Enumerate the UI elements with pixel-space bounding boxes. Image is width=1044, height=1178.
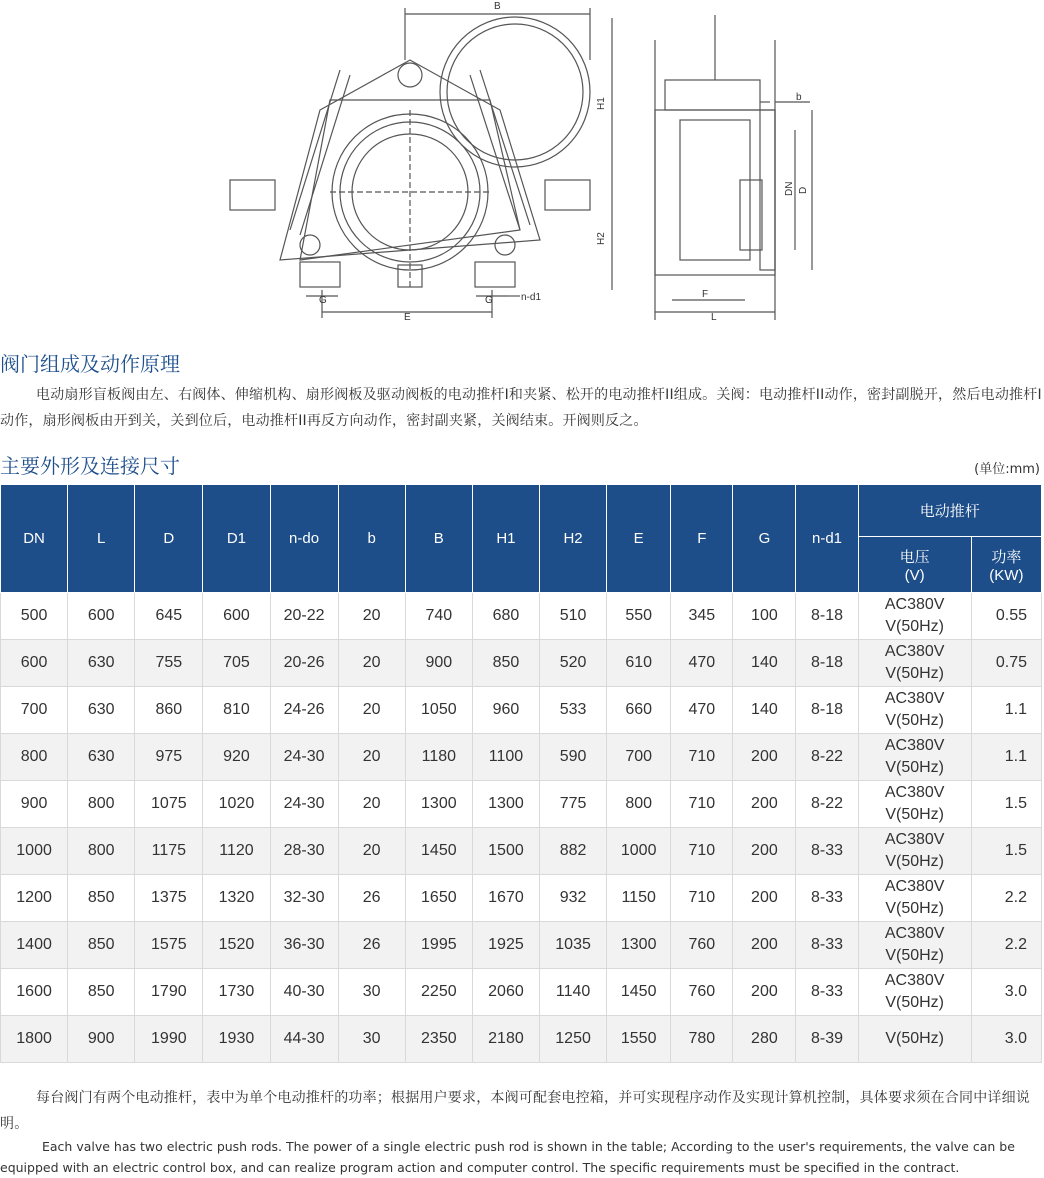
voltage-cell <box>858 922 971 969</box>
table-cell: 8-33 <box>796 922 858 969</box>
table-row <box>1 969 1042 1016</box>
voltage-cell <box>858 875 971 922</box>
voltage-cell <box>858 969 971 1016</box>
voltage-line-1: AC380V <box>884 596 945 613</box>
header-DN: DN <box>1 485 68 593</box>
note-chinese: 每台阀门有两个电动推杆，表中为单个电动推杆的功率；根据用户要求，本阀可配套电控箱，并可实现程序动作及实现计算机控制，具体要求须在合同中详细说明。 <box>0 1090 1030 1132</box>
table-row <box>1 781 1042 828</box>
table-row <box>1 593 1042 640</box>
table-cell: 470 <box>671 687 733 734</box>
table-cell: 1450 <box>405 828 472 875</box>
table-cell: 200 <box>733 734 796 781</box>
table-cell: 740 <box>405 593 472 640</box>
table-cell: 932 <box>540 875 607 922</box>
table-cell: 600 <box>203 593 270 640</box>
table-cell: 1995 <box>405 922 472 969</box>
table-cell: 700 <box>607 734 671 781</box>
table-cell: 882 <box>540 828 607 875</box>
header-voltage-label: 电压 <box>899 548 930 566</box>
table-cell: 1925 <box>472 922 539 969</box>
voltage-line-1: AC380V <box>884 784 945 801</box>
voltage-line-2: V(50Hz) <box>885 759 944 776</box>
voltage-cell <box>858 1016 971 1063</box>
table-cell: 630 <box>68 640 135 687</box>
table-cell: 1375 <box>135 875 203 922</box>
table-cell: 850 <box>472 640 539 687</box>
table-cell: 345 <box>671 593 733 640</box>
table-cell: 1250 <box>540 1016 607 1063</box>
table-cell: 2180 <box>472 1016 539 1063</box>
voltage-line-1: AC380V <box>884 878 945 895</box>
voltage-line-2: V(50Hz) <box>885 806 944 823</box>
power-cell: 2.2 <box>971 922 1041 969</box>
table-cell: 800 <box>68 781 135 828</box>
table-cell: 1790 <box>135 969 203 1016</box>
table-cell: 1550 <box>607 1016 671 1063</box>
header-power-label: 功率 <box>991 548 1022 566</box>
table-cell: 1600 <box>1 969 68 1016</box>
table-cell: 630 <box>68 734 135 781</box>
table-cell: 1180 <box>405 734 472 781</box>
table-cell: 8-18 <box>796 640 858 687</box>
voltage-line-1: AC380V <box>884 972 945 989</box>
table-cell: 700 <box>1 687 68 734</box>
header-E: E <box>607 485 671 593</box>
power-cell: 3.0 <box>971 969 1041 1016</box>
voltage-line-1: AC380V <box>884 643 945 660</box>
header-b: b <box>338 485 405 593</box>
table-cell: 1990 <box>135 1016 203 1063</box>
header-power <box>971 537 1041 593</box>
table-row <box>1 1016 1042 1063</box>
table-cell: 1300 <box>607 922 671 969</box>
table-cell: 920 <box>203 734 270 781</box>
table-cell: 8-33 <box>796 828 858 875</box>
header-n-d1: n-d1 <box>796 485 858 593</box>
table-cell: 760 <box>671 922 733 969</box>
table-cell: 20 <box>338 687 405 734</box>
label-F: F <box>702 289 709 300</box>
table-cell: 470 <box>671 640 733 687</box>
voltage-line-2: V(50Hz) <box>885 947 944 964</box>
voltage-line-2: V(50Hz) <box>885 712 944 729</box>
label-G-left: G <box>319 295 327 306</box>
table-cell: 600 <box>1 640 68 687</box>
table-cell: 200 <box>733 828 796 875</box>
label-D: D <box>798 186 809 194</box>
dimensions-table <box>0 484 1042 1063</box>
table-cell: 28-30 <box>270 828 338 875</box>
voltage-line-1: AC380V <box>884 925 945 942</box>
power-cell: 1.1 <box>971 734 1041 781</box>
table-cell: 20-22 <box>270 593 338 640</box>
table-cell: 24-30 <box>270 781 338 828</box>
table-cell: 710 <box>671 875 733 922</box>
voltage-line-2: V(50Hz) <box>885 1030 944 1047</box>
power-cell: 3.0 <box>971 1016 1041 1063</box>
voltage-cell <box>858 828 971 875</box>
table-cell: 600 <box>68 593 135 640</box>
table-cell: 900 <box>405 640 472 687</box>
header-voltage-unit: (V) <box>904 566 925 584</box>
table-cell: 710 <box>671 828 733 875</box>
table-cell: 2350 <box>405 1016 472 1063</box>
table-row <box>1 922 1042 969</box>
table-row <box>1 687 1042 734</box>
table-cell: 44-30 <box>270 1016 338 1063</box>
voltage-line-2: V(50Hz) <box>885 665 944 682</box>
table-cell: 510 <box>540 593 607 640</box>
header-push-rod: 电动推杆 <box>858 485 1041 537</box>
table-cell: 775 <box>540 781 607 828</box>
voltage-cell <box>858 687 971 734</box>
table-cell: 1930 <box>203 1016 270 1063</box>
label-G-right: G <box>485 295 493 306</box>
table-cell: 26 <box>338 875 405 922</box>
table-cell: 1320 <box>203 875 270 922</box>
table-cell: 20 <box>338 734 405 781</box>
table-cell: 850 <box>68 922 135 969</box>
voltage-line-1: AC380V <box>884 737 945 754</box>
table-cell: 1000 <box>607 828 671 875</box>
table-cell: 8-18 <box>796 687 858 734</box>
table-cell: 810 <box>203 687 270 734</box>
table-cell: 960 <box>472 687 539 734</box>
table-cell: 1175 <box>135 828 203 875</box>
table-cell: 30 <box>338 1016 405 1063</box>
table-cell: 20-26 <box>270 640 338 687</box>
table-cell: 1300 <box>405 781 472 828</box>
table-cell: 280 <box>733 1016 796 1063</box>
table-cell: 645 <box>135 593 203 640</box>
section-title-principle: 阀门组成及动作原理 <box>0 352 180 376</box>
table-cell: 1400 <box>1 922 68 969</box>
table-cell: 900 <box>1 781 68 828</box>
header-G: G <box>733 485 796 593</box>
table-cell: 660 <box>607 687 671 734</box>
voltage-line-1: AC380V <box>884 690 945 707</box>
table-cell: 36-30 <box>270 922 338 969</box>
table-cell: 550 <box>607 593 671 640</box>
table-row <box>1 828 1042 875</box>
table-cell: 1670 <box>472 875 539 922</box>
table-cell: 30 <box>338 969 405 1016</box>
table-cell: 860 <box>135 687 203 734</box>
note-english: Each valve has two electric push rods. The power of a single electric push rod is shown in the table; According to the user's requirements, the valve can be equipped with an electric control box, and can realize program action and computer control. The specific requirements must be specified in the contract. <box>0 1139 1015 1175</box>
table-cell: 1200 <box>1 875 68 922</box>
table-cell: 100 <box>733 593 796 640</box>
table-cell: 590 <box>540 734 607 781</box>
table-cell: 1020 <box>203 781 270 828</box>
table-cell: 8-39 <box>796 1016 858 1063</box>
header-F: F <box>671 485 733 593</box>
table-cell: 20 <box>338 828 405 875</box>
table-cell: 1140 <box>540 969 607 1016</box>
table-cell: 24-30 <box>270 734 338 781</box>
table-cell: 200 <box>733 969 796 1016</box>
table-cell: 710 <box>671 734 733 781</box>
table-cell: 140 <box>733 640 796 687</box>
section-title-dimensions: 主要外形及连接尺寸 <box>0 454 180 478</box>
table-cell: 1120 <box>203 828 270 875</box>
table-row <box>1 734 1042 781</box>
table-cell: 32-30 <box>270 875 338 922</box>
table-cell: 705 <box>203 640 270 687</box>
table-cell: 710 <box>671 781 733 828</box>
table-cell: 1450 <box>607 969 671 1016</box>
table-cell: 780 <box>671 1016 733 1063</box>
power-cell: 0.75 <box>971 640 1041 687</box>
table-cell: 8-22 <box>796 734 858 781</box>
table-cell: 140 <box>733 687 796 734</box>
label-b: b <box>796 92 802 103</box>
table-cell: 800 <box>607 781 671 828</box>
table-cell: 1100 <box>472 734 539 781</box>
header-H1: H1 <box>472 485 539 593</box>
label-B: B <box>494 1 501 12</box>
table-cell: 1650 <box>405 875 472 922</box>
table-cell: 1150 <box>607 875 671 922</box>
table-cell: 760 <box>671 969 733 1016</box>
voltage-cell <box>858 640 971 687</box>
voltage-line-2: V(50Hz) <box>885 853 944 870</box>
table-cell: 1520 <box>203 922 270 969</box>
table-cell: 975 <box>135 734 203 781</box>
table-row <box>1 875 1042 922</box>
table-cell: 533 <box>540 687 607 734</box>
header-D1: D1 <box>203 485 270 593</box>
header-H2: H2 <box>540 485 607 593</box>
power-cell: 2.2 <box>971 875 1041 922</box>
voltage-cell <box>858 781 971 828</box>
table-cell: 1800 <box>1 1016 68 1063</box>
table-cell: 800 <box>1 734 68 781</box>
label-nd1: n-d1 <box>521 292 542 303</box>
table-cell: 1500 <box>472 828 539 875</box>
label-DN: DN <box>784 181 795 196</box>
table-cell: 500 <box>1 593 68 640</box>
table-cell: 850 <box>68 969 135 1016</box>
header-voltage <box>858 537 971 593</box>
voltage-line-2: V(50Hz) <box>885 994 944 1011</box>
table-cell: 1575 <box>135 922 203 969</box>
table-cell: 26 <box>338 922 405 969</box>
header-B: B <box>405 485 472 593</box>
power-cell: 1.1 <box>971 687 1041 734</box>
label-E: E <box>404 312 411 323</box>
voltage-cell <box>858 593 971 640</box>
principle-text: 电动扇形盲板阀由左、右阀体、伸缩机构、扇形阀板及驱动阀板的电动推杆I和夹紧、松开的电动推杆II组成。关阀：电动推杆II动作，密封副脱开，然后电动推杆I动作，扇形阀板由开到关，关到位后，电动推杆II再反方向动作，密封副夹紧，关阀结束。开阀则反之。 <box>0 387 1042 429</box>
table-cell: 20 <box>338 593 405 640</box>
table-cell: 200 <box>733 781 796 828</box>
table-cell: 520 <box>540 640 607 687</box>
voltage-line-2: V(50Hz) <box>885 618 944 635</box>
table-cell: 20 <box>338 781 405 828</box>
table-cell: 200 <box>733 922 796 969</box>
table-cell: 755 <box>135 640 203 687</box>
table-cell: 200 <box>733 875 796 922</box>
unit-label: (单位:mm) <box>974 462 1040 477</box>
table-cell: 610 <box>607 640 671 687</box>
voltage-line-1: AC380V <box>884 831 945 848</box>
table-row <box>1 640 1042 687</box>
voltage-cell <box>858 734 971 781</box>
table-cell: 900 <box>68 1016 135 1063</box>
header-n-do: n-do <box>270 485 338 593</box>
header-power-unit: (KW) <box>989 566 1024 584</box>
table-cell: 1000 <box>1 828 68 875</box>
table-cell: 1075 <box>135 781 203 828</box>
power-cell: 1.5 <box>971 781 1041 828</box>
table-cell: 680 <box>472 593 539 640</box>
voltage-line-2: V(50Hz) <box>885 900 944 917</box>
table-cell: 2060 <box>472 969 539 1016</box>
table-cell: 8-18 <box>796 593 858 640</box>
table-cell: 24-26 <box>270 687 338 734</box>
dimensions-table-body <box>1 593 1042 1063</box>
table-cell: 40-30 <box>270 969 338 1016</box>
valve-technical-drawing <box>0 0 1044 330</box>
header-L: L <box>68 485 135 593</box>
table-cell: 850 <box>68 875 135 922</box>
table-cell: 1050 <box>405 687 472 734</box>
table-cell: 8-33 <box>796 969 858 1016</box>
table-cell: 800 <box>68 828 135 875</box>
table-cell: 2250 <box>405 969 472 1016</box>
table-cell: 1035 <box>540 922 607 969</box>
table-cell: 20 <box>338 640 405 687</box>
header-D: D <box>135 485 203 593</box>
label-H1: H1 <box>596 97 607 110</box>
table-cell: 1300 <box>472 781 539 828</box>
power-cell: 1.5 <box>971 828 1041 875</box>
power-cell: 0.55 <box>971 593 1041 640</box>
table-cell: 1730 <box>203 969 270 1016</box>
label-H2: H2 <box>596 232 607 245</box>
table-cell: 8-22 <box>796 781 858 828</box>
label-L: L <box>711 312 717 323</box>
table-cell: 630 <box>68 687 135 734</box>
table-cell: 8-33 <box>796 875 858 922</box>
